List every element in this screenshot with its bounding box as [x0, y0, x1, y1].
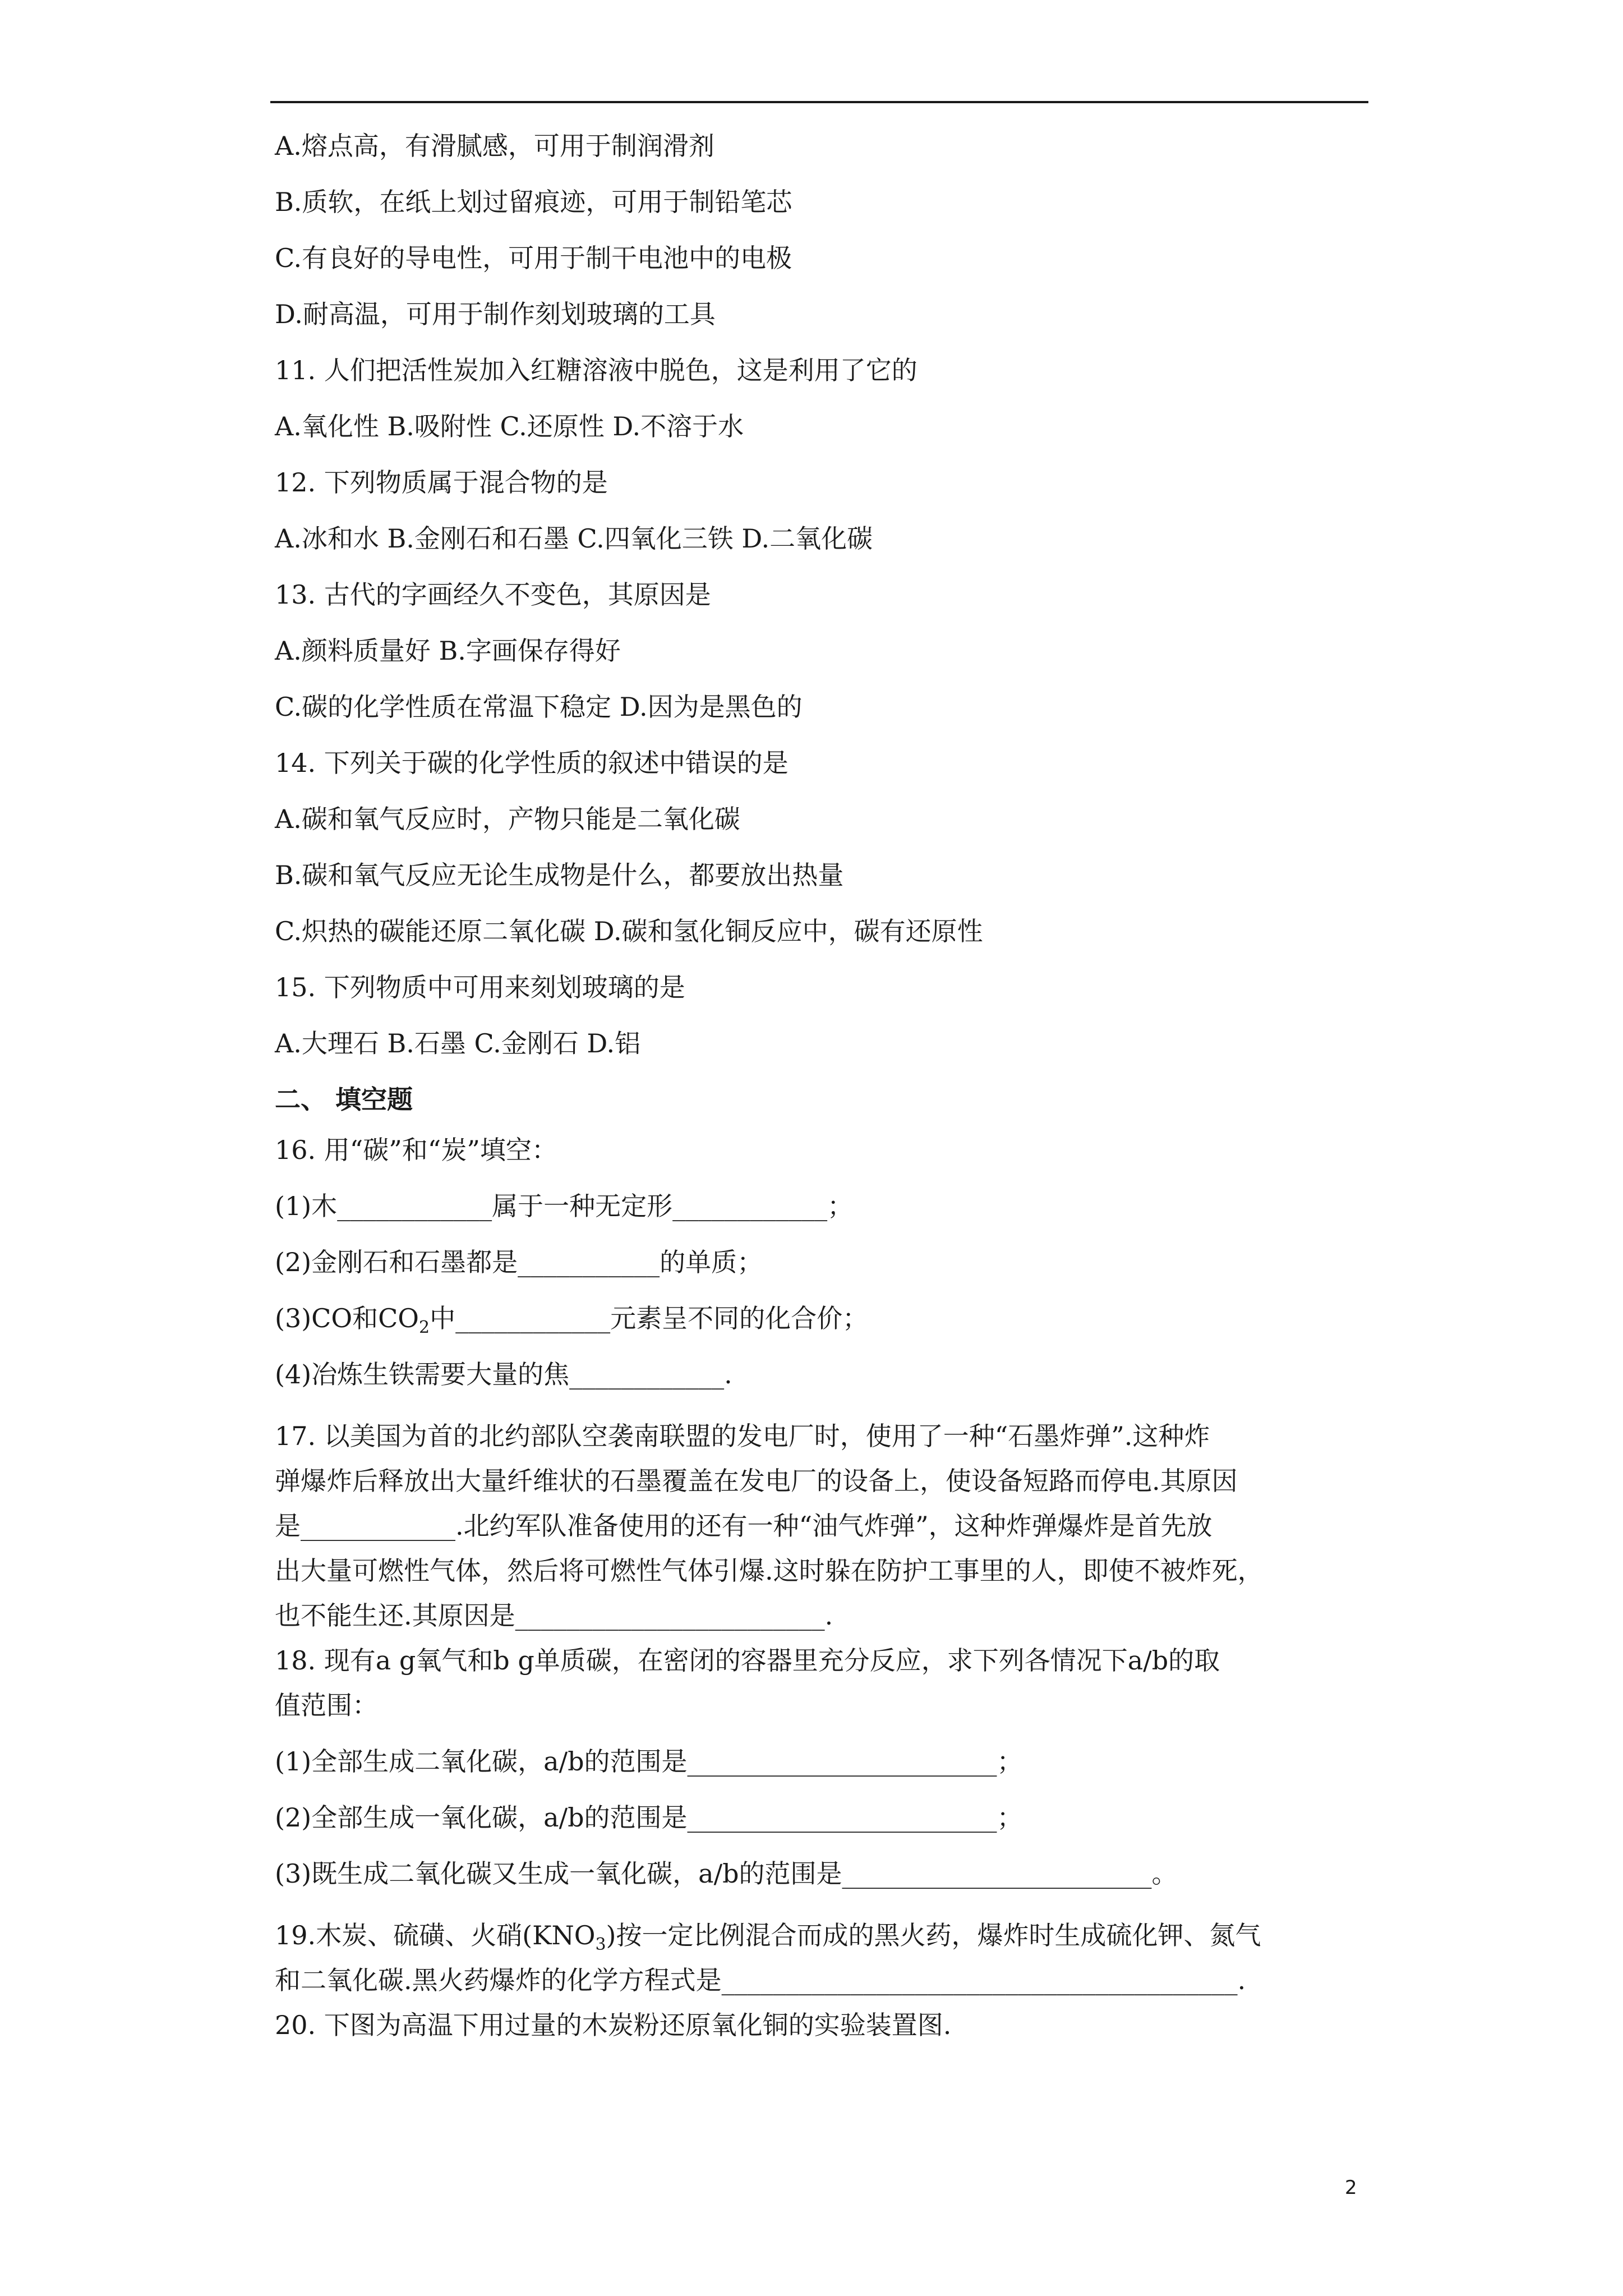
- q10-option-b: B.质软，在纸上划过留痕迹，可用于制铅笔芯: [275, 187, 792, 217]
- q17-line3: 是____________.北约军队准备使用的还有一种“油气炸弹”，这种炸弹爆炸是首先放: [275, 1511, 1212, 1541]
- q16-part3-prefix: (3)CO和CO: [275, 1303, 419, 1333]
- q16-part3-suffix: 中____________元素呈不同的化合价；: [430, 1303, 869, 1333]
- header-rule: [270, 101, 1368, 103]
- q19-line1: [275, 1918, 1261, 1956]
- q14-option-b: B.碳和氧气反应无论生成物是什么，都要放出热量: [275, 860, 844, 890]
- co2-subscript: 2: [418, 1318, 430, 1337]
- q17-line1: 17. 以美国为首的北约部队空袭南联盟的发电厂时，使用了一种“石墨炸弹”.这种炸: [275, 1421, 1210, 1451]
- q18-part1: (1)全部生成二氧化碳，a/b的范围是________________________；: [275, 1746, 1023, 1777]
- q17-line5: 也不能生还.其原因是________________________.: [275, 1600, 833, 1631]
- q18-line1: 18. 现有a g氧气和b g单质碳，在密闭的容器里充分反应，求下列各情况下a/b的取: [275, 1645, 1220, 1676]
- q12-options: A.冰和水 B.金刚石和石墨 C.四氧化三铁 D.二氧化碳: [275, 523, 873, 554]
- q16-part1: (1)木____________属于一种无定形____________；: [275, 1191, 854, 1221]
- q17-line2: 弹爆炸后释放出大量纤维状的石墨覆盖在发电厂的设备上，使设备短路而停电.其原因: [275, 1466, 1238, 1496]
- q20-stem: 20. 下图为高温下用过量的木炭粉还原氧化铜的实验装置图.: [275, 2010, 952, 2040]
- q18-part2: (2)全部生成一氧化碳，a/b的范围是________________________；: [275, 1802, 1023, 1833]
- q16-stem: 16. 用“碳”和“炭”填空：: [275, 1135, 557, 1165]
- section-heading: 二、 填空题: [275, 1084, 413, 1115]
- q10-option-a: A.熔点高，有滑腻感，可用于制润滑剂: [275, 131, 714, 161]
- q19-prefix: 19.木炭、硫磺、火硝(KNO: [275, 1920, 596, 1950]
- q12-stem: 12. 下列物质属于混合物的是: [275, 467, 608, 498]
- q11-stem: 11. 人们把活性炭加入红糖溶液中脱色，这是利用了它的: [275, 355, 917, 385]
- q19-suffix: )按一定比例混合而成的黑火药，爆炸时生成硫化钾、氮气: [606, 1920, 1261, 1950]
- q16-part2: (2)金刚石和石墨都是___________的单质；: [275, 1247, 763, 1277]
- q13-stem: 13. 古代的字画经久不变色，其原因是: [275, 579, 711, 610]
- q18-line2: 值范围：: [275, 1690, 378, 1720]
- q10-option-d: D.耐高温，可用于制作刻划玻璃的工具: [275, 299, 716, 329]
- q19-line2: 和二氧化碳.黑火药爆炸的化学方程式是________________________________________.: [275, 1965, 1246, 1995]
- q13-options-ab: A.颜料质量好 B.字画保存得好: [275, 636, 621, 666]
- q16-part4: (4)冶炼生铁需要大量的焦____________.: [275, 1359, 732, 1389]
- q13-options-cd: C.碳的化学性质在常温下稳定 D.因为是黑色的: [275, 692, 803, 722]
- q15-options: A.大理石 B.石墨 C.金刚石 D.铝: [275, 1028, 641, 1059]
- q15-stem: 15. 下列物质中可用来刻划玻璃的是: [275, 972, 685, 1002]
- q16-part3: [275, 1301, 868, 1339]
- q10-option-c: C.有良好的导电性，可用于制干电池中的电极: [275, 243, 792, 273]
- kno3-subscript: 3: [595, 1935, 606, 1954]
- q17-line4: 出大量可燃性气体，然后将可燃性气体引爆.这时躲在防护工事里的人，即使不被炸死，: [275, 1556, 1264, 1586]
- q14-options-cd: C.炽热的碳能还原二氧化碳 D.碳和氢化铜反应中，碳有还原性: [275, 916, 983, 946]
- q11-options: A.氧化性 B.吸附性 C.还原性 D.不溶于水: [275, 411, 744, 441]
- q18-part3: (3)既生成二氧化碳又生成一氧化碳，a/b的范围是________________________。: [275, 1858, 1178, 1889]
- q14-stem: 14. 下列关于碳的化学性质的叙述中错误的是: [275, 748, 789, 778]
- q14-option-a: A.碳和氧气反应时，产物只能是二氧化碳: [275, 804, 740, 834]
- page-number: 2: [1345, 2177, 1357, 2199]
